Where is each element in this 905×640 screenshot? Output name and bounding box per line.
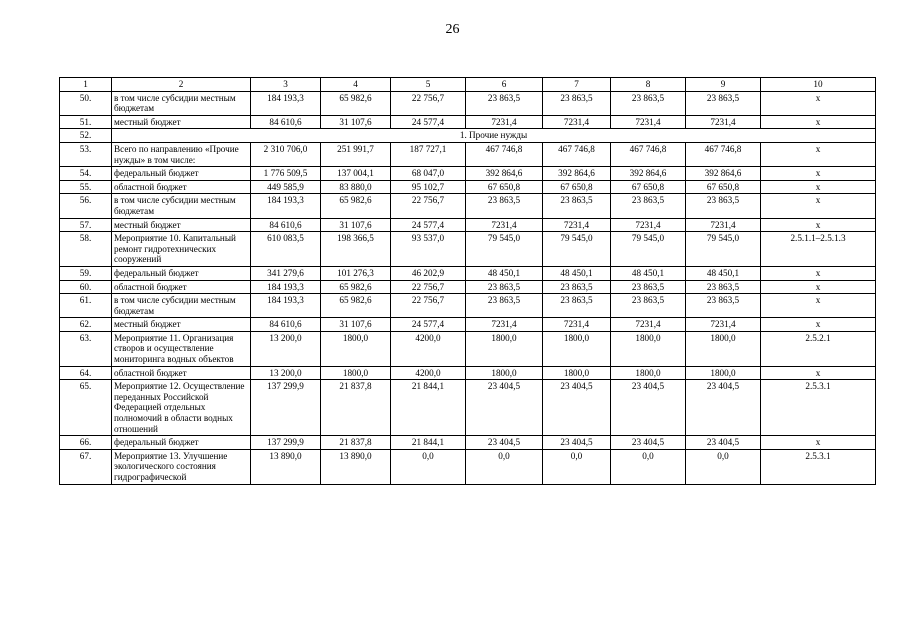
value-cell: 24 577,4 bbox=[391, 318, 466, 332]
value-cell: 1800,0 bbox=[611, 366, 686, 380]
value-cell: 7231,4 bbox=[611, 115, 686, 129]
value-cell: 22 756,7 bbox=[391, 294, 466, 318]
table-row bbox=[60, 366, 876, 380]
table-row bbox=[60, 280, 876, 294]
value-cell: 13 890,0 bbox=[251, 449, 321, 484]
column-header: 2 bbox=[112, 78, 251, 92]
value-cell: 48 450,1 bbox=[543, 266, 611, 280]
value-cell: 23 404,5 bbox=[466, 436, 543, 450]
row-name: в том числе субсидии местным бюджетам bbox=[112, 194, 251, 218]
value-cell: 7231,4 bbox=[686, 218, 761, 232]
value-cell: 137 004,1 bbox=[321, 167, 391, 181]
row-number: 61. bbox=[60, 294, 112, 318]
row-number: 65. bbox=[60, 380, 112, 436]
value-cell: 23 863,5 bbox=[466, 294, 543, 318]
column-header: 8 bbox=[611, 78, 686, 92]
code-cell: х bbox=[761, 266, 876, 280]
code-cell: х bbox=[761, 436, 876, 450]
table-row bbox=[60, 436, 876, 450]
value-cell: 184 193,3 bbox=[251, 91, 321, 115]
row-name: областной бюджет bbox=[112, 180, 251, 194]
value-cell: 67 650,8 bbox=[611, 180, 686, 194]
value-cell: 23 863,5 bbox=[543, 194, 611, 218]
row-number: 63. bbox=[60, 331, 112, 366]
code-cell: х bbox=[761, 294, 876, 318]
value-cell: 467 746,8 bbox=[611, 142, 686, 166]
row-name: Мероприятие 11. Организация створов и осуществление мониторинга водных объектов bbox=[112, 331, 251, 366]
value-cell: 7231,4 bbox=[611, 318, 686, 332]
value-cell: 467 746,8 bbox=[543, 142, 611, 166]
code-cell: 2.5.1.1–2.5.1.3 bbox=[761, 232, 876, 267]
table-row bbox=[60, 142, 876, 166]
table-row bbox=[60, 294, 876, 318]
row-name: местный бюджет bbox=[112, 115, 251, 129]
table-row bbox=[60, 232, 876, 267]
code-cell: х bbox=[761, 91, 876, 115]
value-cell: 48 450,1 bbox=[611, 266, 686, 280]
value-cell: 4200,0 bbox=[391, 366, 466, 380]
value-cell: 23 863,5 bbox=[466, 91, 543, 115]
value-cell: 392 864,6 bbox=[611, 167, 686, 181]
row-name: Мероприятие 10. Капитальный ремонт гидротехнических сооружений bbox=[112, 232, 251, 267]
table-row bbox=[60, 194, 876, 218]
column-header: 7 bbox=[543, 78, 611, 92]
value-cell: 1800,0 bbox=[466, 331, 543, 366]
column-header: 9 bbox=[686, 78, 761, 92]
column-header: 6 bbox=[466, 78, 543, 92]
value-cell: 23 863,5 bbox=[543, 91, 611, 115]
value-cell: 84 610,6 bbox=[251, 218, 321, 232]
value-cell: 1 776 509,5 bbox=[251, 167, 321, 181]
code-cell: х bbox=[761, 115, 876, 129]
value-cell: 0,0 bbox=[611, 449, 686, 484]
value-cell: 7231,4 bbox=[466, 318, 543, 332]
table-row bbox=[60, 266, 876, 280]
value-cell: 23 404,5 bbox=[611, 436, 686, 450]
value-cell: 65 982,6 bbox=[321, 294, 391, 318]
row-number: 64. bbox=[60, 366, 112, 380]
page-number: 26 bbox=[445, 22, 460, 37]
value-cell: 101 276,3 bbox=[321, 266, 391, 280]
value-cell: 21 837,8 bbox=[321, 380, 391, 436]
value-cell: 65 982,6 bbox=[321, 91, 391, 115]
code-cell: х bbox=[761, 280, 876, 294]
code-cell: х bbox=[761, 180, 876, 194]
value-cell: 392 864,6 bbox=[686, 167, 761, 181]
value-cell: 48 450,1 bbox=[466, 266, 543, 280]
row-name: в том числе субсидии местным бюджетам bbox=[112, 91, 251, 115]
row-name: местный бюджет bbox=[112, 218, 251, 232]
value-cell: 23 404,5 bbox=[543, 436, 611, 450]
value-cell: 0,0 bbox=[391, 449, 466, 484]
value-cell: 1800,0 bbox=[321, 366, 391, 380]
value-cell: 23 863,5 bbox=[611, 194, 686, 218]
value-cell: 1800,0 bbox=[686, 366, 761, 380]
value-cell: 1800,0 bbox=[686, 331, 761, 366]
row-name: федеральный бюджет bbox=[112, 266, 251, 280]
value-cell: 7231,4 bbox=[611, 218, 686, 232]
value-cell: 23 404,5 bbox=[543, 380, 611, 436]
table-row bbox=[60, 115, 876, 129]
value-cell: 23 863,5 bbox=[611, 294, 686, 318]
row-name: Мероприятие 12. Осуществление переданных Российской Федерацией отдельных полномочий в области водных отношений bbox=[112, 380, 251, 436]
value-cell: 137 299,9 bbox=[251, 380, 321, 436]
value-cell: 67 650,8 bbox=[686, 180, 761, 194]
column-header: 1 bbox=[60, 78, 112, 92]
row-name: местный бюджет bbox=[112, 318, 251, 332]
value-cell: 1800,0 bbox=[611, 331, 686, 366]
row-number: 67. bbox=[60, 449, 112, 484]
value-cell: 23 404,5 bbox=[686, 380, 761, 436]
value-cell: 22 756,7 bbox=[391, 280, 466, 294]
value-cell: 0,0 bbox=[466, 449, 543, 484]
row-number: 57. bbox=[60, 218, 112, 232]
column-header: 4 bbox=[321, 78, 391, 92]
table-row bbox=[60, 91, 876, 115]
value-cell: 67 650,8 bbox=[543, 180, 611, 194]
value-cell: 23 863,5 bbox=[611, 280, 686, 294]
table-body bbox=[60, 78, 876, 485]
value-cell: 467 746,8 bbox=[686, 142, 761, 166]
value-cell: 21 837,8 bbox=[321, 436, 391, 450]
value-cell: 95 102,7 bbox=[391, 180, 466, 194]
value-cell: 1800,0 bbox=[543, 366, 611, 380]
value-cell: 467 746,8 bbox=[466, 142, 543, 166]
row-name: в том числе субсидии местным бюджетам bbox=[112, 294, 251, 318]
value-cell: 67 650,8 bbox=[466, 180, 543, 194]
row-name: областной бюджет bbox=[112, 280, 251, 294]
value-cell: 79 545,0 bbox=[466, 232, 543, 267]
table-row bbox=[60, 380, 876, 436]
value-cell: 392 864,6 bbox=[543, 167, 611, 181]
value-cell: 65 982,6 bbox=[321, 280, 391, 294]
row-number: 58. bbox=[60, 232, 112, 267]
row-number: 54. bbox=[60, 167, 112, 181]
value-cell: 68 047,0 bbox=[391, 167, 466, 181]
value-cell: 48 450,1 bbox=[686, 266, 761, 280]
value-cell: 84 610,6 bbox=[251, 318, 321, 332]
value-cell: 23 863,5 bbox=[466, 280, 543, 294]
value-cell: 23 404,5 bbox=[611, 380, 686, 436]
value-cell: 13 200,0 bbox=[251, 366, 321, 380]
value-cell: 13 200,0 bbox=[251, 331, 321, 366]
value-cell: 23 863,5 bbox=[686, 280, 761, 294]
value-cell: 341 279,6 bbox=[251, 266, 321, 280]
value-cell: 83 880,0 bbox=[321, 180, 391, 194]
section-title: 1. Прочие нужды bbox=[112, 129, 876, 143]
value-cell: 187 727,1 bbox=[391, 142, 466, 166]
value-cell: 79 545,0 bbox=[611, 232, 686, 267]
row-name: Всего по направлению «Прочие нужды» в том числе: bbox=[112, 142, 251, 166]
row-number: 59. bbox=[60, 266, 112, 280]
table-row bbox=[60, 318, 876, 332]
value-cell: 4200,0 bbox=[391, 331, 466, 366]
value-cell: 184 193,3 bbox=[251, 194, 321, 218]
value-cell: 46 202,9 bbox=[391, 266, 466, 280]
code-cell: х bbox=[761, 194, 876, 218]
value-cell: 65 982,6 bbox=[321, 194, 391, 218]
value-cell: 22 756,7 bbox=[391, 194, 466, 218]
column-header: 10 bbox=[761, 78, 876, 92]
table-row bbox=[60, 167, 876, 181]
value-cell: 7231,4 bbox=[543, 218, 611, 232]
row-number: 66. bbox=[60, 436, 112, 450]
table-row bbox=[60, 180, 876, 194]
value-cell: 84 610,6 bbox=[251, 115, 321, 129]
value-cell: 93 537,0 bbox=[391, 232, 466, 267]
value-cell: 79 545,0 bbox=[543, 232, 611, 267]
value-cell: 137 299,9 bbox=[251, 436, 321, 450]
budget-table bbox=[59, 77, 876, 485]
value-cell: 184 193,3 bbox=[251, 280, 321, 294]
value-cell: 31 107,6 bbox=[321, 318, 391, 332]
value-cell: 251 991,7 bbox=[321, 142, 391, 166]
table-row bbox=[60, 331, 876, 366]
code-cell: 2.5.3.1 bbox=[761, 449, 876, 484]
value-cell: 23 863,5 bbox=[543, 294, 611, 318]
code-cell: х bbox=[761, 142, 876, 166]
value-cell: 610 083,5 bbox=[251, 232, 321, 267]
value-cell: 1800,0 bbox=[466, 366, 543, 380]
value-cell: 23 863,5 bbox=[686, 91, 761, 115]
value-cell: 23 404,5 bbox=[686, 436, 761, 450]
value-cell: 0,0 bbox=[686, 449, 761, 484]
row-name: федеральный бюджет bbox=[112, 167, 251, 181]
value-cell: 23 863,5 bbox=[686, 294, 761, 318]
value-cell: 79 545,0 bbox=[686, 232, 761, 267]
row-number: 50. bbox=[60, 91, 112, 115]
column-header-row bbox=[60, 78, 876, 92]
section-row bbox=[60, 129, 876, 143]
value-cell: 7231,4 bbox=[466, 218, 543, 232]
row-number: 55. bbox=[60, 180, 112, 194]
column-header: 3 bbox=[251, 78, 321, 92]
value-cell: 7231,4 bbox=[686, 318, 761, 332]
value-cell: 7231,4 bbox=[543, 115, 611, 129]
code-cell: х bbox=[761, 366, 876, 380]
table-row bbox=[60, 218, 876, 232]
value-cell: 22 756,7 bbox=[391, 91, 466, 115]
value-cell: 24 577,4 bbox=[391, 218, 466, 232]
value-cell: 7231,4 bbox=[686, 115, 761, 129]
value-cell: 198 366,5 bbox=[321, 232, 391, 267]
value-cell: 23 863,5 bbox=[611, 91, 686, 115]
value-cell: 392 864,6 bbox=[466, 167, 543, 181]
code-cell: 2.5.3.1 bbox=[761, 380, 876, 436]
code-cell: 2.5.2.1 bbox=[761, 331, 876, 366]
value-cell: 21 844,1 bbox=[391, 436, 466, 450]
code-cell: х bbox=[761, 318, 876, 332]
row-number: 62. bbox=[60, 318, 112, 332]
value-cell: 449 585,9 bbox=[251, 180, 321, 194]
value-cell: 31 107,6 bbox=[321, 115, 391, 129]
row-name: областной бюджет bbox=[112, 366, 251, 380]
value-cell: 7231,4 bbox=[466, 115, 543, 129]
value-cell: 23 404,5 bbox=[466, 380, 543, 436]
value-cell: 0,0 bbox=[543, 449, 611, 484]
row-number: 52. bbox=[60, 129, 112, 143]
code-cell: х bbox=[761, 167, 876, 181]
value-cell: 2 310 706,0 bbox=[251, 142, 321, 166]
code-cell: х bbox=[761, 218, 876, 232]
row-name: Мероприятие 13. Улучшение экологического состояния гидрографической bbox=[112, 449, 251, 484]
value-cell: 1800,0 bbox=[543, 331, 611, 366]
value-cell: 21 844,1 bbox=[391, 380, 466, 436]
value-cell: 23 863,5 bbox=[466, 194, 543, 218]
value-cell: 31 107,6 bbox=[321, 218, 391, 232]
value-cell: 13 890,0 bbox=[321, 449, 391, 484]
column-header: 5 bbox=[391, 78, 466, 92]
row-number: 51. bbox=[60, 115, 112, 129]
row-name: федеральный бюджет bbox=[112, 436, 251, 450]
value-cell: 7231,4 bbox=[543, 318, 611, 332]
value-cell: 24 577,4 bbox=[391, 115, 466, 129]
table-row bbox=[60, 449, 876, 484]
row-number: 60. bbox=[60, 280, 112, 294]
value-cell: 1800,0 bbox=[321, 331, 391, 366]
value-cell: 23 863,5 bbox=[686, 194, 761, 218]
value-cell: 23 863,5 bbox=[543, 280, 611, 294]
row-number: 56. bbox=[60, 194, 112, 218]
value-cell: 184 193,3 bbox=[251, 294, 321, 318]
row-number: 53. bbox=[60, 142, 112, 166]
